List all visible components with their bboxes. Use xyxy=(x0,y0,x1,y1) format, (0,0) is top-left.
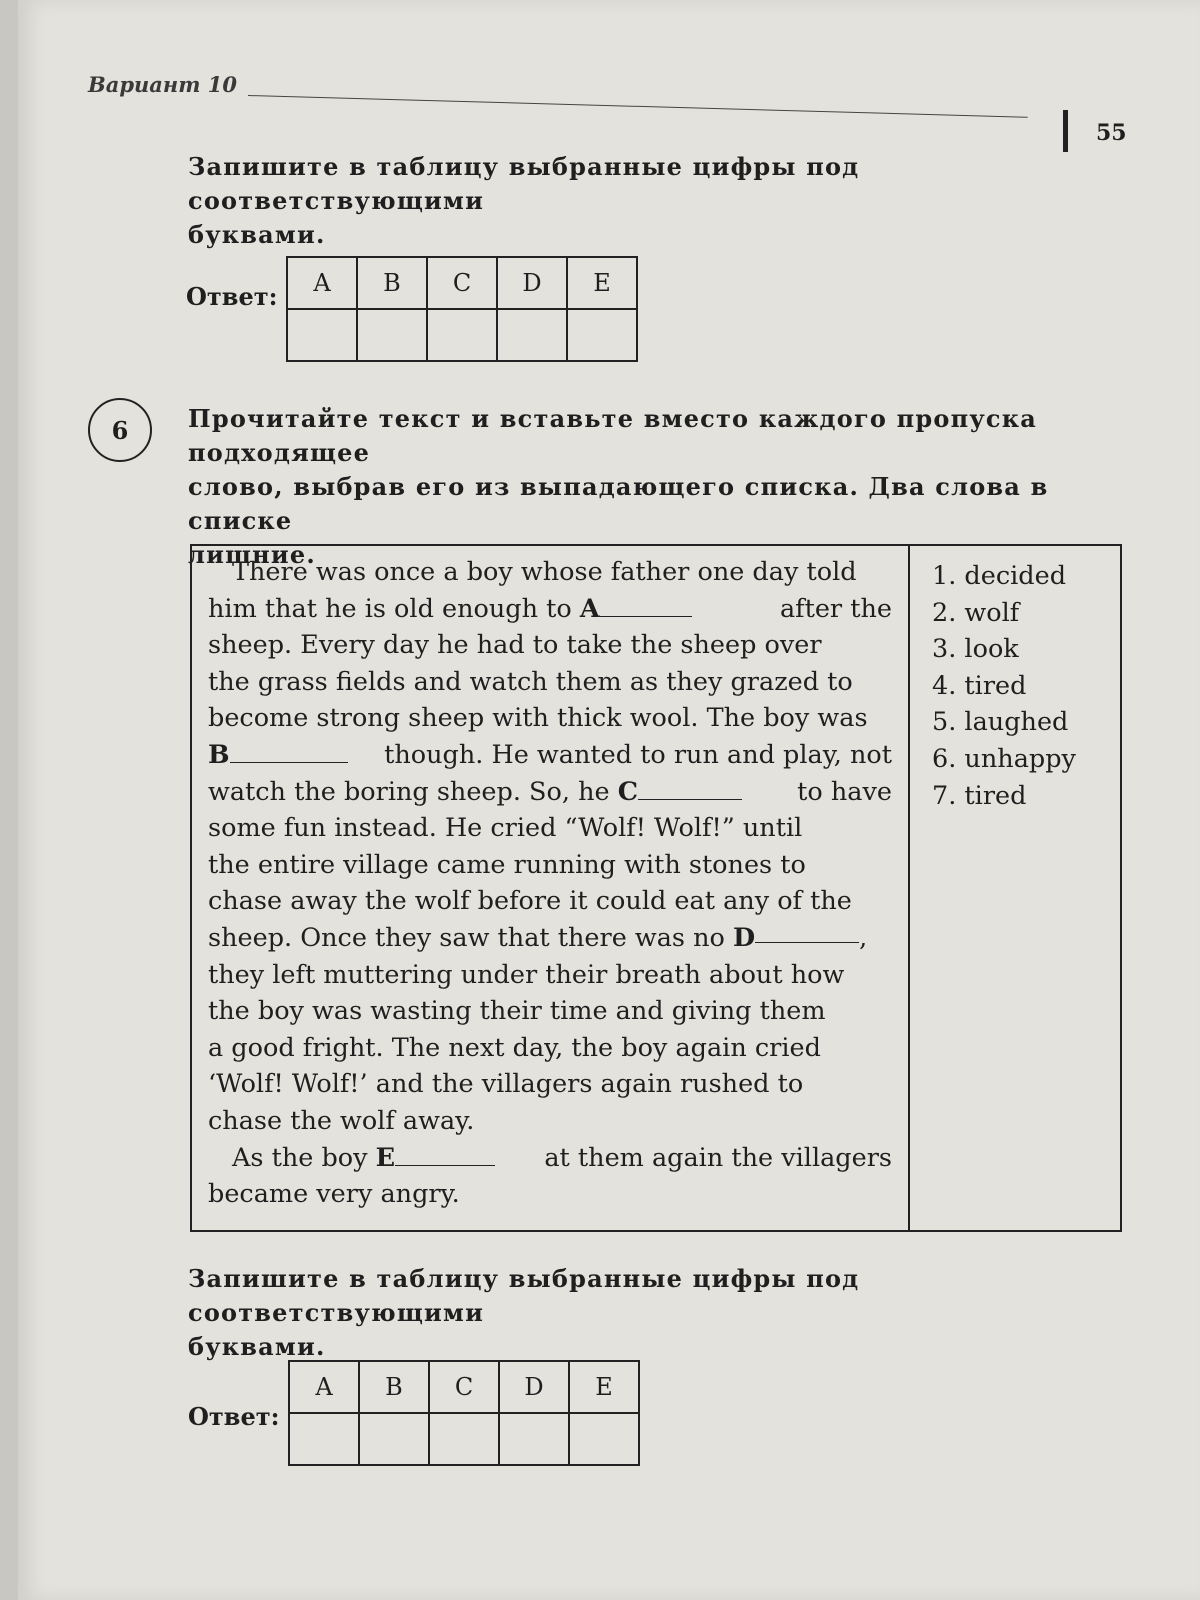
word-option: 5. laughed xyxy=(932,707,1069,738)
word-option: 4. tired xyxy=(932,670,1027,701)
passage-line: chase away the wolf before it could eat any of the xyxy=(208,886,852,917)
passage-line: the entire village came running with stones to xyxy=(208,849,806,880)
top-answer-label: Ответ: xyxy=(186,282,278,311)
answer-cell-d[interactable] xyxy=(499,1413,569,1465)
word-option: 7. tired xyxy=(932,780,1027,811)
variant-label: Вариант 10 xyxy=(88,72,237,97)
passage-line: sheep. Every day he had to take the sheep over xyxy=(208,630,822,661)
passage-line: the boy was wasting their time and giving them xyxy=(208,996,826,1027)
passage-line: they left muttering under their breath about how xyxy=(208,959,845,990)
gap-a[interactable] xyxy=(600,594,692,617)
answer-cell-a[interactable] xyxy=(287,309,357,361)
answer-letter: C xyxy=(427,257,497,309)
word-option: 2. wolf xyxy=(932,597,1020,628)
bottom-answer-label: Ответ: xyxy=(188,1402,280,1431)
answer-cell-a[interactable] xyxy=(289,1413,359,1465)
word-option: 1. decided xyxy=(932,561,1067,591)
page-number-bar xyxy=(1063,110,1068,152)
page-number: 55 xyxy=(1096,120,1127,146)
passage-box xyxy=(190,544,1122,1232)
passage-line: become strong sheep with thick wool. The boy was xyxy=(208,703,868,734)
passage-line: a good fright. The next day, the boy again cried xyxy=(208,1032,821,1063)
answer-letter: E xyxy=(569,1361,639,1413)
passage-line: sheep. Once they saw that there was no D , xyxy=(208,920,892,957)
answer-letter: B xyxy=(359,1361,429,1413)
gap-label-a: A xyxy=(579,593,600,624)
passage-line: the grass fields and watch them as they grazed to xyxy=(208,666,853,697)
answer-letter: D xyxy=(499,1361,569,1413)
workbook-page xyxy=(18,0,1200,1600)
gap-label-c: C xyxy=(617,776,639,807)
passage-line: became very angry. xyxy=(208,1179,460,1210)
header-rule xyxy=(248,95,1028,118)
passage-line: ‘Wolf! Wolf!’ and the villagers again rushed to xyxy=(208,1069,804,1100)
top-answer-table xyxy=(286,256,638,362)
gap-label-b: B xyxy=(208,739,230,770)
passage-line: some fun instead. He cried “Wolf! Wolf!” until xyxy=(208,813,803,844)
gap-b[interactable] xyxy=(230,740,348,763)
gap-c[interactable] xyxy=(638,777,742,800)
word-options-list xyxy=(932,558,1112,814)
column-divider xyxy=(908,546,910,1230)
passage-line: him that he is old enough to A after the xyxy=(208,593,892,624)
answer-letter: E xyxy=(567,257,637,309)
word-option: 6. unhappy xyxy=(932,743,1076,774)
passage-line: chase the wolf away. xyxy=(208,1105,475,1136)
task-number-circle xyxy=(88,398,152,462)
answer-cell-d[interactable] xyxy=(497,309,567,361)
gap-label-d: D xyxy=(733,922,756,953)
answer-cell-b[interactable] xyxy=(359,1413,429,1465)
top-instruction: Запишите в таблицу выбранные цифры под соответствующими буквами. xyxy=(188,152,860,249)
answer-cell-c[interactable] xyxy=(429,1413,499,1465)
bottom-answer-table xyxy=(288,1360,640,1466)
answer-letter: D xyxy=(497,257,567,309)
answer-cell-b[interactable] xyxy=(357,309,427,361)
answer-letter: B xyxy=(357,257,427,309)
gap-e[interactable] xyxy=(395,1143,495,1166)
passage-line: As the boy E at them again the villagers xyxy=(232,1142,892,1173)
gap-label-e: E xyxy=(375,1142,396,1173)
answer-cell-e[interactable] xyxy=(569,1413,639,1465)
passage-line: watch the boring sheep. So, he C to have xyxy=(208,776,892,807)
gap-d[interactable] xyxy=(755,920,859,943)
passage-text xyxy=(208,554,892,1213)
task-number: 6 xyxy=(111,415,129,445)
answer-letter: A xyxy=(287,257,357,309)
bottom-instruction: Запишите в таблицу выбранные цифры под соответствующими буквами. xyxy=(188,1264,860,1361)
answer-letter: A xyxy=(289,1361,359,1413)
passage-line: There was once a boy whose father one day told xyxy=(232,557,857,587)
answer-letter: C xyxy=(429,1361,499,1413)
answer-cell-c[interactable] xyxy=(427,309,497,361)
task-instruction: Прочитайте текст и вставьте вместо каждого пропуска подходящее слово, выбрав его из выпадающего списка. Два слова в списке лишние. xyxy=(188,404,1049,569)
word-option: 3. look xyxy=(932,634,1019,665)
passage-line: B though. He wanted to run and play, not xyxy=(208,739,892,770)
answer-cell-e[interactable] xyxy=(567,309,637,361)
